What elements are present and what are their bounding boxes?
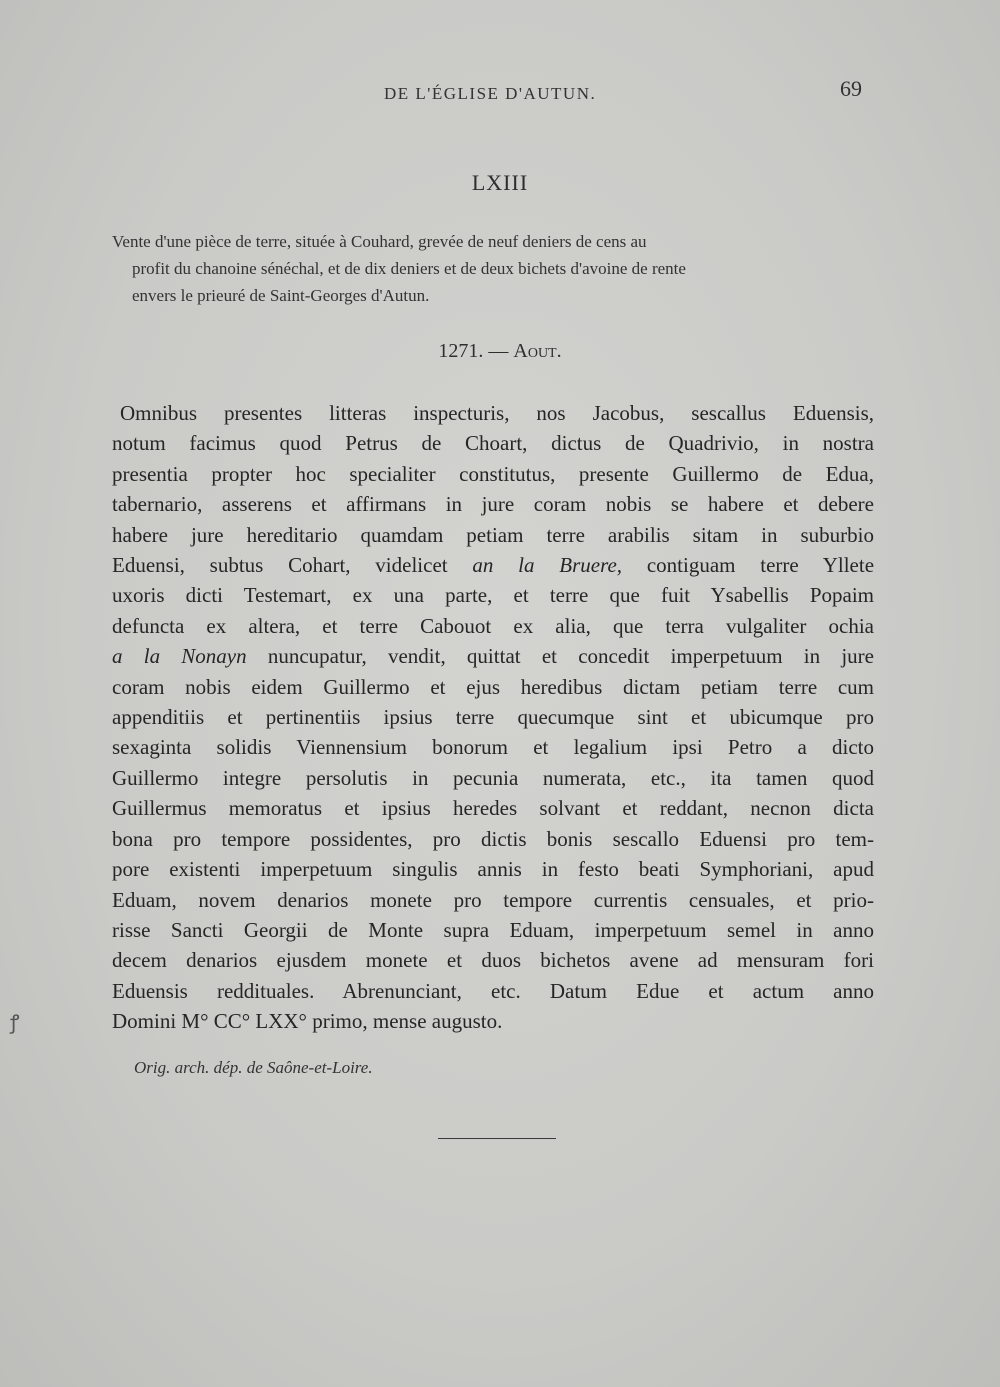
summary-line: envers le prieuré de Saint-Georges d'Autun. (132, 286, 430, 305)
text-line: habere jure hereditario quamdam petiam terre arabilis sitam in suburbio (112, 522, 874, 547)
text-line: defuncta ex altera, et terre Cabouot ex alia, que terra vulgaliter ochia (112, 613, 874, 638)
text-line: Eduensis reddituales. Abrenunciant, etc. Datum Edue et actum anno (112, 978, 874, 1003)
text-segment: nuncupatur, vendit, quittat et concedit imperpetuum in jure (267, 644, 874, 669)
text-line: decem denarios ejusdem monete et duos bichetos avene ad mensuram fori (112, 948, 874, 973)
charter-date (0, 340, 1000, 363)
text-line (112, 641, 874, 671)
text-line: appenditiis et pertinentiis ipsius terre quecumque sint et ubicumque pro (112, 705, 874, 730)
italic-place-name: a la Nonayn (112, 644, 247, 669)
text-line: tabernario, asserens et affirmans in jure coram nobis se habere et debere (112, 492, 874, 517)
page-number: 69 (840, 76, 862, 101)
source-citation: Orig. arch. dép. de Saône-et-Loire. (134, 1058, 373, 1077)
text-line: sexaginta solidis Viennensium bonorum et legalium ipsi Petro a dicto (112, 735, 874, 760)
text-line: Guillermus memoratus et ipsius heredes solvant et reddant, necnon dicta (112, 796, 874, 821)
summary-line: Vente d'une pièce de terre, située à Couhard, grevée de neuf deniers de cens au (112, 232, 647, 251)
italic-place-name: an la Bruere, (472, 553, 623, 578)
text-line: notum facimus quod Petrus de Choart, dictus de Quadrivio, in nostra (112, 431, 874, 456)
text-line: uxoris dicti Testemart, ex una parte, et terre que fuit Ysabellis Popaim (112, 583, 874, 608)
text-line: presentia propter hoc specialiter constitutus, presente Guillermo de Edua, (112, 461, 874, 486)
text-segment: Eduensi, subtus Cohart, videlicet (112, 553, 448, 578)
date-month: Aout. (513, 340, 562, 362)
running-head: DE L'ÉGLISE D'AUTUN. (384, 84, 597, 103)
charter-summary (112, 228, 868, 309)
text-line: Omnibus presentes litteras inspecturis, nos Jacobus, sescallus Eduensis, (120, 401, 874, 425)
text-line: bona pro tempore possidentes, pro dictis bonis sescallo Eduensi pro tem- (112, 826, 874, 851)
charter-number: LXIII (471, 170, 529, 195)
text-line: pore existenti imperpetuum singulis annis in festo beati Symphoriani, apud (112, 857, 874, 882)
margin-mark: ꝭ (10, 1012, 20, 1034)
charter-text (112, 398, 874, 1037)
text-segment: contiguam terre Yllete (646, 553, 875, 578)
text-line: Eduam, novem denarios monete pro tempore currentis censuales, et prio- (112, 887, 874, 912)
text-line (112, 550, 874, 580)
text-line: risse Sancti Georgii de Monte supra Eduam, imperpetuum semel in anno (112, 917, 874, 942)
date-separator: — (488, 340, 509, 362)
date-year: 1271. (438, 340, 484, 362)
text-line: coram nobis eidem Guillermo et ejus heredibus dictam petiam terre cum (112, 674, 874, 699)
section-divider (438, 1138, 556, 1139)
text-line: Guillermo integre persolutis in pecunia numerata, etc., ita tamen quod (112, 765, 874, 790)
text-line: Domini M° CC° LXX° primo, mense augusto. (112, 1009, 503, 1034)
summary-line: profit du chanoine sénéchal, et de dix deniers et de deux bichets d'avoine de rente (132, 259, 686, 278)
